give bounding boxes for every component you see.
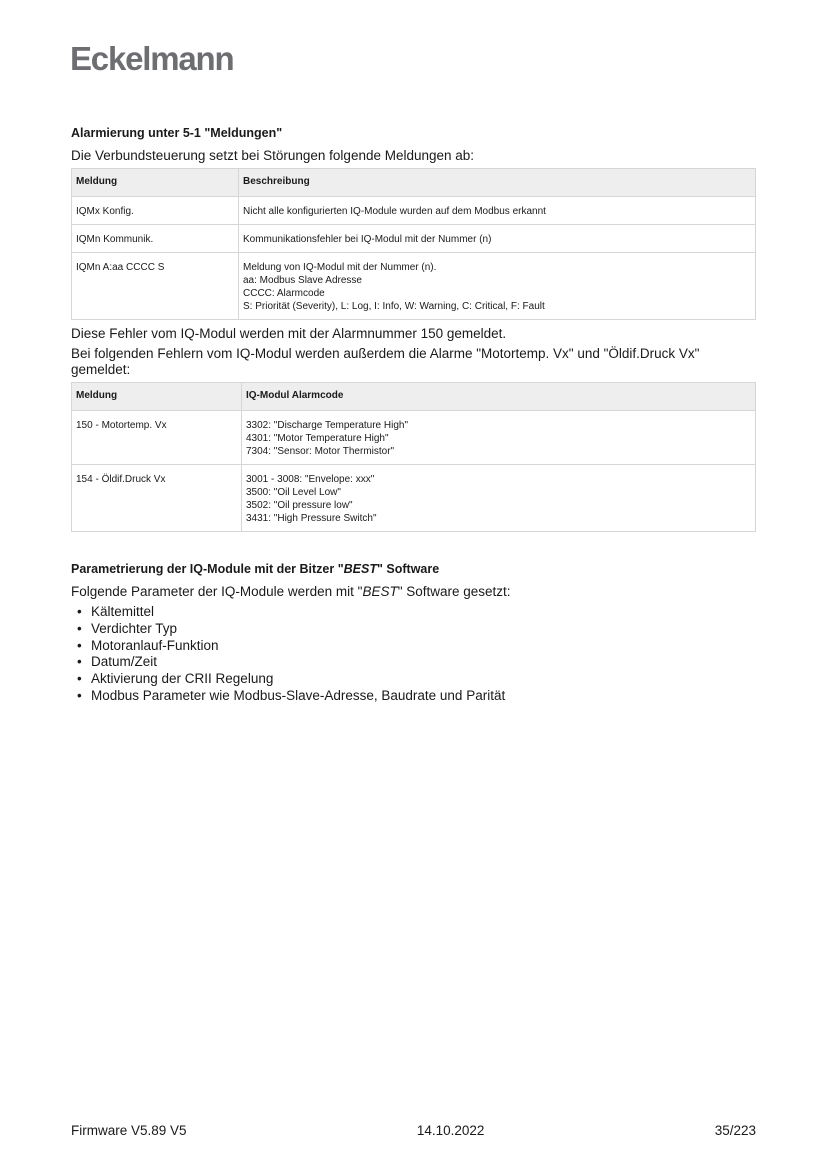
section-intro [71, 584, 756, 600]
cell-line: 3431: "High Pressure Switch" [246, 513, 377, 524]
list-item-text: Datum/Zeit [91, 654, 158, 670]
table-row [72, 411, 756, 465]
note-zusatzalarme: Bei folgenden Fehlern vom IQ-Modul werden außerdem die Alarme "Motortemp. Vx" und "Öldif.Druck Vx" gemeldet: [71, 346, 700, 377]
page-footer [71, 1123, 756, 1138]
list-item-text: Kältemittel [91, 604, 155, 619]
list-item [71, 638, 756, 655]
alarmcode-table [71, 382, 756, 532]
cell-meldung: 150 - Motortemp. Vx [72, 411, 242, 465]
bullet-icon: • [77, 671, 82, 687]
list-item [71, 654, 756, 671]
column-header-meldung: Meldung [72, 169, 239, 197]
column-header-alarmcode: IQ-Modul Alarmcode [242, 383, 756, 411]
cell-line: Kommunikationsfehler bei IQ-Modul mit der Nummer (n) [243, 234, 492, 245]
cell-line: 7304: "Sensor: Motor Thermistor" [246, 446, 395, 457]
list-item [71, 688, 756, 705]
cell-line: 3502: "Oil pressure low" [246, 500, 353, 511]
cell-meldung: IQMn A:aa CCCC S [72, 253, 239, 320]
cell-line: 3302: "Discharge Temperature High" [246, 420, 409, 431]
cell-meldung: 154 - Öldif.Druck Vx [72, 465, 242, 532]
bullet-icon: • [77, 637, 82, 653]
footer-page-number: 35/223 [714, 1123, 756, 1138]
cell-beschreibung [239, 197, 756, 225]
cell-line: Meldung von IQ-Modul mit der Nummer (n). [243, 262, 437, 273]
table-header-row [72, 383, 756, 411]
table-row [72, 465, 756, 532]
note-alarmnummer: Diese Fehler vom IQ-Modul werden mit der Alarmnummer 150 gemeldet. [71, 326, 507, 341]
column-header-meldung: Meldung [72, 383, 242, 411]
table-row [72, 225, 756, 253]
cell-alarmcodes [242, 465, 756, 532]
heading-emphasis: BEST [343, 562, 377, 576]
bullet-icon: • [77, 654, 82, 670]
list-item-text: Verdichter Typ [91, 620, 178, 636]
section-heading-parametrierung [71, 562, 756, 576]
intro-emphasis: BEST [362, 584, 398, 599]
section-intro: Die Verbundsteuerung setzt bei Störungen folgende Meldungen ab: [71, 148, 475, 163]
list-item-text: Modbus Parameter wie Modbus-Slave-Adresse, Baudrate und Parität [91, 687, 506, 703]
cell-line: S: Priorität (Severity), L: Log, I: Info, W: Warning, C: Critical, F: Fault [243, 301, 545, 312]
cell-line: aa: Modbus Slave Adresse [243, 275, 362, 286]
heading-text: " Software [377, 562, 440, 576]
table-row [72, 197, 756, 225]
meldungen-table [71, 168, 756, 320]
footer-date: 14.10.2022 [416, 1123, 485, 1138]
table-row [72, 253, 756, 320]
cell-meldung: IQMn Kommunik. [72, 225, 239, 253]
footer-firmware: Firmware V5.89 V5 [71, 1123, 187, 1138]
table-header-row [72, 169, 756, 197]
cell-beschreibung [239, 253, 756, 320]
bullet-icon: • [77, 604, 82, 619]
bullet-icon: • [77, 687, 82, 703]
parameter-list [71, 604, 756, 705]
cell-alarmcodes [242, 411, 756, 465]
column-header-beschreibung: Beschreibung [239, 169, 756, 197]
list-item [71, 604, 756, 621]
cell-line: CCCC: Alarmcode [243, 288, 325, 299]
list-item-text: Aktivierung der CRII Regelung [91, 671, 274, 687]
intro-text: " Software gesetzt: [397, 584, 511, 599]
list-item [71, 671, 756, 688]
eckelmann-logo: Eckelmann [70, 40, 234, 77]
cell-line: 4301: "Motor Temperature High" [246, 433, 389, 444]
list-item-text: Motoranlauf-Funktion [91, 637, 219, 653]
cell-meldung: IQMx Konfig. [72, 197, 239, 225]
cell-beschreibung [239, 225, 756, 253]
cell-line: Nicht alle konfigurierten IQ-Module wurden auf dem Modbus erkannt [243, 206, 546, 217]
bullet-icon: • [77, 620, 82, 636]
cell-line: 3001 - 3008: "Envelope: xxx" [246, 474, 375, 485]
page-content [71, 126, 756, 705]
section-heading-alarmierung: Alarmierung unter 5-1 "Meldungen" [71, 126, 283, 140]
heading-text: Parametrierung der IQ-Module mit der Bitzer " [71, 562, 344, 576]
cell-line: 3500: "Oil Level Low" [246, 487, 341, 498]
list-item [71, 621, 756, 638]
intro-text: Folgende Parameter der IQ-Module werden mit " [71, 584, 363, 599]
